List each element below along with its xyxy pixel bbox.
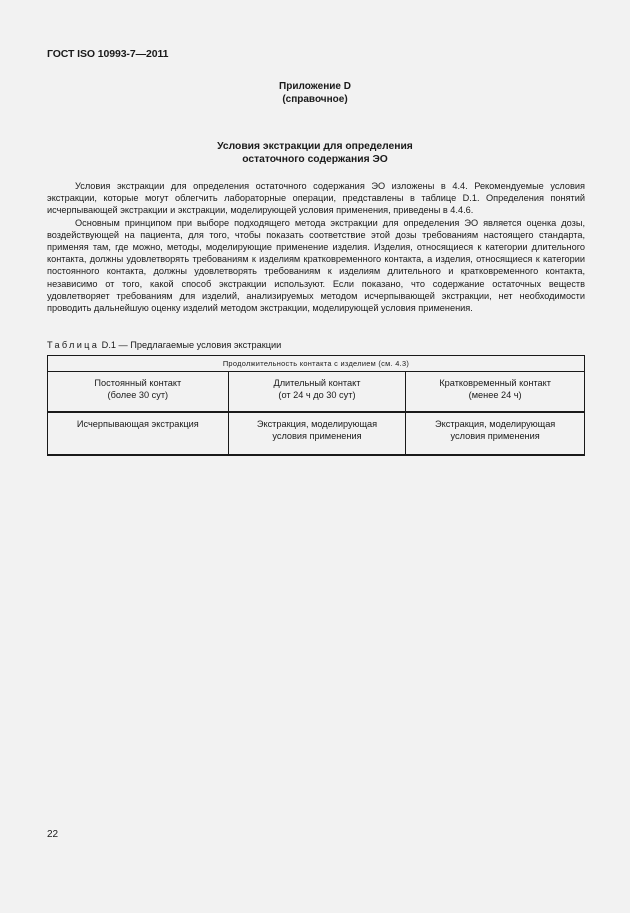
section-heading-line-2: остаточного содержания ЭО — [242, 154, 388, 165]
table-header-cell: Продолжительность контакта с изделием (см. 4.3) — [48, 356, 585, 372]
table-cell-limited — [406, 412, 585, 455]
cell-text-line-1: Экстракция, моделирующая — [435, 419, 556, 429]
annex-subtitle: (справочное) — [282, 94, 348, 105]
column-header-label: Длительный контакт — [273, 378, 361, 388]
column-header-duration: (от 24 ч до 30 сут) — [278, 390, 356, 400]
table-header-row — [48, 356, 585, 372]
cell-text-line-1: Экстракция, моделирующая — [256, 419, 378, 429]
cell-text-line-2: условия применения — [272, 431, 362, 441]
body-paragraph-1: Условия экстракции для определения остаточного содержания ЭО изложены в 4.4. Рекомендуемые условия экстракции, которые могут облегчить лабораторные операции, представлены в таблице D.1. Определения понятий исчерпывающей экстракции и экстракции, моделирующей условия применения, приведены в 4.4.6. — [47, 181, 585, 216]
document-identifier: ГОСТ ISO 10993-7—2011 — [47, 48, 169, 60]
table-cell-prolonged — [228, 412, 406, 455]
table-column-row — [48, 372, 585, 413]
body-text — [47, 180, 585, 314]
column-header-limited — [406, 372, 585, 413]
extraction-conditions-table — [47, 355, 585, 456]
cell-text-line-2: условия применения — [450, 431, 540, 441]
annex-title: Приложение D — [279, 81, 351, 92]
table-caption-prefix: Таблица — [47, 340, 100, 350]
column-header-permanent — [48, 372, 229, 413]
body-paragraph-2: Основным принципом при выборе подходящего метода экстракции для определения ЭО является оценка дозы, воздействующей на пациента, для того, чтобы показать соответствие этой дозы требованиям настоящего стандарта, применяя там, где можно, методы, моделирующие применение изделия. Изделия, относящиеся к категории длительного контакта, должны удовлетворять требованиям к изделиям кратковременного контакта, а изделия, относящиеся к категории постоянного контакта, должны удовлетворять требованиям к изделиям длительного и кратковременного контакта, независимо от того, какой способ экстракции используют. Если показано, что содержание остаточных веществ удовлетворяет требованиям для изделий, анализируемых методом исчерпывающей экстракции, нет необходимости проводить дальнейшую оценку изделий методом экстракции, моделирующей условия применения. — [47, 217, 585, 314]
table-cell-permanent — [48, 412, 229, 455]
column-header-prolonged — [228, 372, 406, 413]
cell-text-line-1: Исчерпывающая экстракция — [76, 419, 199, 429]
column-header-duration: (менее 24 ч) — [468, 390, 522, 400]
column-header-label: Кратковременный контакт — [439, 378, 551, 388]
section-heading — [0, 140, 630, 166]
column-header-duration: (более 30 сут) — [107, 390, 169, 400]
table-row — [48, 412, 585, 455]
table-caption — [47, 340, 281, 350]
page-number: 22 — [47, 829, 59, 840]
table-caption-title: D.1 — Предлагаемые условия экстракции — [99, 340, 282, 350]
annex-block — [0, 80, 630, 106]
section-heading-line-1: Условия экстракции для определения — [217, 141, 413, 152]
column-header-label: Постоянный контакт — [94, 378, 182, 388]
